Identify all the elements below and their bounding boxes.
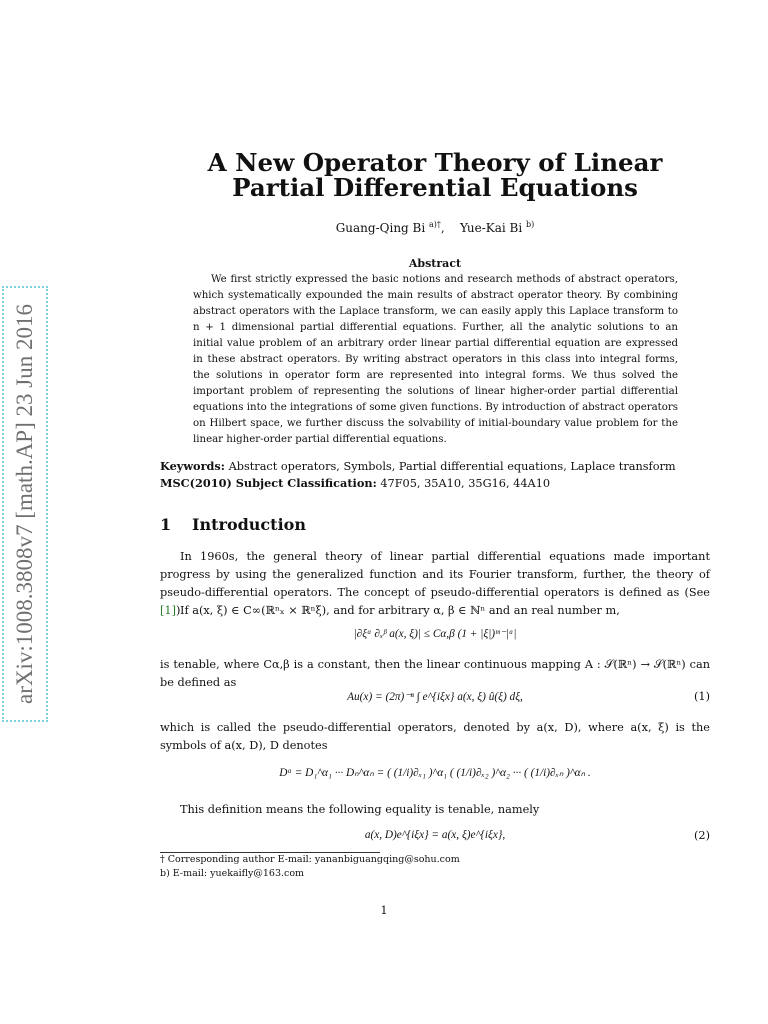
section-title: Introduction [192, 515, 306, 534]
section-heading [160, 515, 306, 534]
equation-inequality: |∂ξᵅ ∂ₓᵝ a(x, ξ)| ≤ Cα,β (1 + |ξ|)ᵐ⁻|ᵅ| [353, 628, 517, 640]
paragraph-4: which is called the pseudo-differential operators, denoted by a(x, D), where a(x, ξ) is the symbols of a(x, D), D denotes [160, 721, 710, 752]
footnote-rule [160, 852, 380, 853]
paragraph-2: If a(x, ξ) ∈ C∞(ℝⁿₓ × ℝⁿξ), and for arbitrary α, β ∈ ℕⁿ and an real number m, [180, 604, 620, 617]
paper-title-line-2: Partial Differential Equations [232, 173, 638, 202]
footnote-2: b) E-mail: yuekaifly@163.com [160, 868, 305, 879]
keywords [160, 459, 710, 473]
keywords-value: Abstract operators, Symbols, Partial differential equations, Laplace transform [228, 460, 676, 473]
paper-title-line-1: A New Operator Theory of Linear [207, 148, 663, 177]
abstract-heading: Abstract [408, 257, 462, 270]
arxiv-stamp [2, 286, 48, 722]
author-2: Yue-Kai Bi [460, 221, 523, 235]
paragraph-1-end: ) [176, 604, 181, 617]
msc-label: MSC(2010) Subject Classification: [160, 476, 377, 490]
equation-2: a(x, D)e^{iξx} = a(x, ξ)e^{iξx}, [364, 829, 506, 841]
citation-link[interactable]: [1] [160, 604, 177, 617]
authors: Guang-Qing Bi $^{a)\dagger}$, Yue-Kai Bi $^{b)}$ [335, 220, 535, 235]
paragraph-3: is tenable, where Cα,β is a constant, then the linear continuous mapping A : 𝒮(ℝⁿ) → 𝒮(ℝⁿ) can be defined as [160, 658, 710, 689]
author-1: Guang-Qing Bi [335, 221, 426, 235]
author-2-mark: b) [526, 220, 535, 229]
abstract-text: We first strictly expressed the basic notions and research methods of abstract operators, which systematically expounded the main results of abstract operator theory. By combining abstract operators with the Laplace transform, we can easily apply this Laplace transform to n + 1 dimensional partial differential equations. Further, all the analytic solutions to an initial value problem of an arbitrary order linear partial differential equation are expressed in these abstract operators. By writing abstract operators in this class into integral forms, the solutions in operator form are represented into integral forms. We thus solved the important problem of representing the solutions of linear higher-order partial differential equations into the integrations of some given functions. By introduction of abstract operators on Hilbert space, we further discuss the solvability of initial-boundary value problem for the linear higher-order partial differential equations. [193, 274, 678, 445]
equation-d-alpha: Dᵅ = D₁^α₁ ··· Dₙ^αₙ = ( (1/i)∂ₓ₁ )^α₁ ( (1/i)∂ₓ₂ )^α₂ ··· ( (1/i)∂ₓₙ )^αₙ . [279, 767, 591, 779]
equation-2-number: (2) [693, 829, 710, 842]
author-1-mark: a)† [429, 220, 441, 229]
paragraph-1-text: In 1960s, the general theory of linear partial differential equations made important progress by using the generalized function and its Fourier transform, further, the theory of pseudo-differential operators. The concept of pseudo-differential operators is defined as (See [160, 550, 710, 599]
arxiv-stamp-text: arXiv:1008.3808v7 [math.AP] 23 Jun 2016 [12, 304, 37, 704]
equation-1: Au(x) = (2π)⁻ⁿ ∫ e^{iξx} a(x, ξ) û(ξ) dξ, [347, 691, 523, 703]
paragraph-5: This definition means the following equality is tenable, namely [180, 803, 540, 816]
page-number: 1 [380, 904, 388, 917]
equation-1-number: (1) [693, 690, 710, 703]
keywords-label: Keywords: [160, 459, 225, 473]
footnote-1: † Corresponding author E-mail: yananbiguangqing@sohu.com [160, 854, 460, 865]
msc-value: 47F05, 35A10, 35G16, 44A10 [380, 477, 551, 490]
msc-classification [160, 476, 710, 490]
section-number: 1 [160, 515, 172, 534]
